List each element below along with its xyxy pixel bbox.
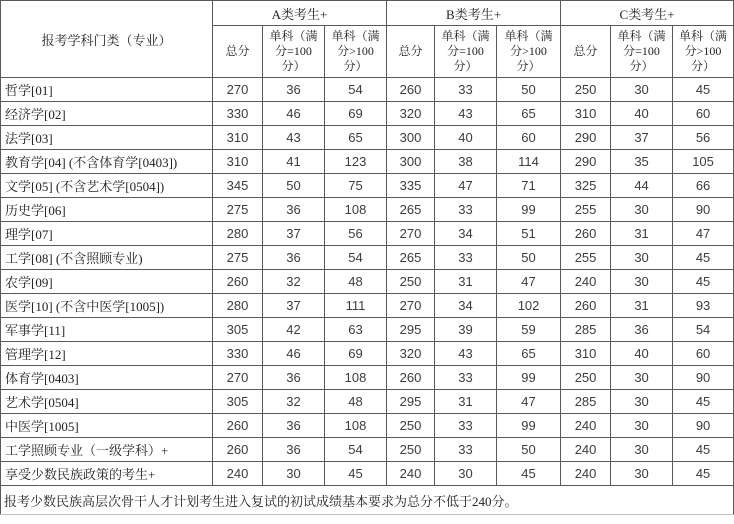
table-row	[1, 318, 734, 342]
group-header-b: B类考生+	[387, 1, 561, 26]
score-cell: 310	[561, 342, 611, 366]
score-cell: 90	[673, 414, 734, 438]
score-cell: 39	[435, 318, 497, 342]
score-cell: 275	[213, 246, 263, 270]
group-header-a: A类考生+	[213, 1, 387, 26]
score-cell: 50	[263, 174, 325, 198]
score-cell: 330	[213, 102, 263, 126]
subject-label: 工学照顾专业（一级学科）+	[1, 438, 213, 462]
table-row	[1, 102, 734, 126]
score-cell: 46	[263, 102, 325, 126]
score-cell: 37	[611, 126, 673, 150]
subject-label: 体育学[0403]	[1, 366, 213, 390]
subheader-single100-b: 单科（满分=100分）	[435, 26, 497, 78]
score-cell: 54	[325, 246, 387, 270]
score-cell: 36	[263, 246, 325, 270]
score-cell: 310	[213, 150, 263, 174]
table-row	[1, 294, 734, 318]
subject-label: 管理学[12]	[1, 342, 213, 366]
score-cell: 335	[387, 174, 435, 198]
score-cell: 50	[497, 438, 561, 462]
score-cell: 90	[673, 366, 734, 390]
score-cell: 99	[497, 414, 561, 438]
score-cell: 260	[213, 414, 263, 438]
score-cell: 260	[387, 78, 435, 102]
score-cell: 33	[435, 366, 497, 390]
score-cell: 56	[325, 222, 387, 246]
score-cell: 45	[673, 246, 734, 270]
subheader-total-a: 总分	[213, 26, 263, 78]
subject-label: 教育学[04] (不含体育学[0403])	[1, 150, 213, 174]
score-cell: 255	[561, 246, 611, 270]
score-cell: 114	[497, 150, 561, 174]
table-row	[1, 126, 734, 150]
score-cell: 90	[673, 198, 734, 222]
score-cell: 43	[435, 342, 497, 366]
subject-label: 历史学[06]	[1, 198, 213, 222]
subheader-singleover100-c: 单科（满分>100分）	[673, 26, 734, 78]
score-cell: 108	[325, 414, 387, 438]
subheader-single100-a: 单科（满分=100分）	[263, 26, 325, 78]
subject-label: 工学[08] (不含照顾专业)	[1, 246, 213, 270]
score-cell: 108	[325, 366, 387, 390]
score-cell: 31	[611, 222, 673, 246]
score-cell: 108	[325, 198, 387, 222]
score-cell: 250	[387, 438, 435, 462]
score-cell: 31	[435, 270, 497, 294]
score-cell: 93	[673, 294, 734, 318]
score-cell: 36	[263, 78, 325, 102]
score-cell: 31	[611, 294, 673, 318]
subheader-total-b: 总分	[387, 26, 435, 78]
score-cell: 240	[561, 270, 611, 294]
score-cell: 260	[387, 366, 435, 390]
score-cell: 32	[263, 390, 325, 414]
score-cell: 30	[611, 270, 673, 294]
score-cell: 285	[561, 318, 611, 342]
score-cell: 330	[213, 342, 263, 366]
table-row	[1, 198, 734, 222]
score-cell: 65	[325, 126, 387, 150]
score-cell: 111	[325, 294, 387, 318]
score-cell: 46	[263, 342, 325, 366]
subject-label: 医学[10] (不含中医学[1005])	[1, 294, 213, 318]
score-cell: 50	[497, 246, 561, 270]
score-cell: 102	[497, 294, 561, 318]
score-cell: 265	[387, 246, 435, 270]
score-cell: 290	[561, 126, 611, 150]
score-cell: 270	[387, 294, 435, 318]
table-row	[1, 78, 734, 102]
score-cell: 31	[435, 390, 497, 414]
score-cell: 99	[497, 366, 561, 390]
subject-label: 军事学[11]	[1, 318, 213, 342]
score-cell: 260	[561, 222, 611, 246]
score-cell: 36	[263, 438, 325, 462]
score-cell: 260	[213, 438, 263, 462]
score-cell: 34	[435, 222, 497, 246]
score-cell: 59	[497, 318, 561, 342]
score-cell: 32	[263, 270, 325, 294]
table-row	[1, 342, 734, 366]
subheader-singleover100-a: 单科（满分>100分）	[325, 26, 387, 78]
subject-label: 理学[07]	[1, 222, 213, 246]
footnote-row	[1, 486, 734, 515]
score-cell: 30	[611, 462, 673, 486]
score-cell: 240	[561, 414, 611, 438]
table-row	[1, 390, 734, 414]
score-cell: 105	[673, 150, 734, 174]
score-table-body	[1, 78, 734, 486]
score-cell: 69	[325, 342, 387, 366]
score-cell: 65	[497, 342, 561, 366]
corner-header: 报考学科门类（专业）	[1, 1, 213, 78]
score-cell: 40	[611, 342, 673, 366]
subheader-single100-c: 单科（满分=100分）	[611, 26, 673, 78]
score-cell: 33	[435, 78, 497, 102]
score-cell: 63	[325, 318, 387, 342]
score-cell: 47	[435, 174, 497, 198]
table-row	[1, 414, 734, 438]
score-cell: 45	[673, 78, 734, 102]
score-cell: 300	[387, 126, 435, 150]
score-cell: 33	[435, 198, 497, 222]
score-cell: 30	[611, 246, 673, 270]
score-cell: 30	[611, 390, 673, 414]
score-cell: 51	[497, 222, 561, 246]
table-row	[1, 270, 734, 294]
score-cell: 255	[561, 198, 611, 222]
score-cell: 270	[213, 78, 263, 102]
score-cell: 325	[561, 174, 611, 198]
score-cell: 250	[561, 366, 611, 390]
score-cell: 48	[325, 270, 387, 294]
score-cell: 290	[561, 150, 611, 174]
score-cell: 295	[387, 318, 435, 342]
score-cell: 305	[213, 318, 263, 342]
table-row	[1, 366, 734, 390]
score-cell: 36	[263, 366, 325, 390]
score-cell: 50	[497, 78, 561, 102]
subheader-total-c: 总分	[561, 26, 611, 78]
score-cell: 60	[673, 342, 734, 366]
score-cell: 30	[611, 198, 673, 222]
group-header-row	[1, 1, 734, 26]
table-row	[1, 438, 734, 462]
score-cell: 44	[611, 174, 673, 198]
table-row	[1, 246, 734, 270]
score-cell: 37	[263, 222, 325, 246]
score-cell: 30	[611, 438, 673, 462]
score-cell: 71	[497, 174, 561, 198]
score-cell: 250	[387, 414, 435, 438]
score-cell: 345	[213, 174, 263, 198]
subject-label: 文学[05] (不含艺术学[0504])	[1, 174, 213, 198]
score-cell: 280	[213, 222, 263, 246]
score-cell: 36	[611, 318, 673, 342]
subject-label: 经济学[02]	[1, 102, 213, 126]
group-header-c: C类考生+	[561, 1, 734, 26]
score-cell: 240	[561, 462, 611, 486]
score-cell: 42	[263, 318, 325, 342]
subject-label: 法学[03]	[1, 126, 213, 150]
score-cell: 320	[387, 342, 435, 366]
score-cell: 43	[263, 126, 325, 150]
score-cell: 40	[611, 102, 673, 126]
score-cell: 30	[263, 462, 325, 486]
score-cell: 45	[497, 462, 561, 486]
score-cell: 30	[435, 462, 497, 486]
score-cell: 250	[561, 78, 611, 102]
score-cell: 265	[387, 198, 435, 222]
score-cell: 41	[263, 150, 325, 174]
score-cell: 270	[387, 222, 435, 246]
score-cell: 270	[213, 366, 263, 390]
score-cell: 305	[213, 390, 263, 414]
score-cell: 240	[387, 462, 435, 486]
score-cell: 240	[561, 438, 611, 462]
subject-label: 农学[09]	[1, 270, 213, 294]
score-cell: 47	[497, 270, 561, 294]
score-cell: 34	[435, 294, 497, 318]
score-cell: 275	[213, 198, 263, 222]
score-cell: 45	[673, 390, 734, 414]
score-cell: 285	[561, 390, 611, 414]
score-cell: 38	[435, 150, 497, 174]
score-cell: 45	[673, 438, 734, 462]
table-row	[1, 174, 734, 198]
score-cell: 54	[325, 438, 387, 462]
subheader-singleover100-b: 单科（满分>100分）	[497, 26, 561, 78]
score-cell: 47	[497, 390, 561, 414]
score-cell: 35	[611, 150, 673, 174]
footnote: 报考少数民族高层次骨干人才计划考生进入复试的初试成绩基本要求为总分不低于240分。	[1, 486, 734, 515]
score-cell: 30	[611, 414, 673, 438]
score-cell: 310	[213, 126, 263, 150]
table-row	[1, 150, 734, 174]
score-cell: 240	[213, 462, 263, 486]
score-cell: 45	[673, 270, 734, 294]
score-cell: 260	[561, 294, 611, 318]
score-cell: 36	[263, 414, 325, 438]
score-cell: 30	[611, 366, 673, 390]
score-cell: 75	[325, 174, 387, 198]
score-cell: 280	[213, 294, 263, 318]
score-cell: 56	[673, 126, 734, 150]
score-cell: 40	[435, 126, 497, 150]
score-cell: 260	[213, 270, 263, 294]
score-cell: 123	[325, 150, 387, 174]
table-row	[1, 222, 734, 246]
score-cell: 300	[387, 150, 435, 174]
table-row	[1, 462, 734, 486]
score-cell: 33	[435, 246, 497, 270]
score-cell: 320	[387, 102, 435, 126]
subject-label: 哲学[01]	[1, 78, 213, 102]
score-cell: 60	[673, 102, 734, 126]
score-cell: 54	[325, 78, 387, 102]
score-cell: 33	[435, 438, 497, 462]
score-cell: 69	[325, 102, 387, 126]
score-cell: 36	[263, 198, 325, 222]
score-cell: 295	[387, 390, 435, 414]
score-cell: 45	[325, 462, 387, 486]
subject-label: 享受少数民族政策的考生+	[1, 462, 213, 486]
score-cell: 47	[673, 222, 734, 246]
score-cell: 65	[497, 102, 561, 126]
score-cell: 250	[387, 270, 435, 294]
score-cell: 310	[561, 102, 611, 126]
score-cell: 60	[497, 126, 561, 150]
score-cell: 99	[497, 198, 561, 222]
score-cell: 66	[673, 174, 734, 198]
score-cell: 33	[435, 414, 497, 438]
subject-label: 艺术学[0504]	[1, 390, 213, 414]
score-cell: 45	[673, 462, 734, 486]
score-cell: 30	[611, 78, 673, 102]
score-cell: 43	[435, 102, 497, 126]
subject-label: 中医学[1005]	[1, 414, 213, 438]
score-cell: 37	[263, 294, 325, 318]
score-cell: 54	[673, 318, 734, 342]
score-cell: 48	[325, 390, 387, 414]
